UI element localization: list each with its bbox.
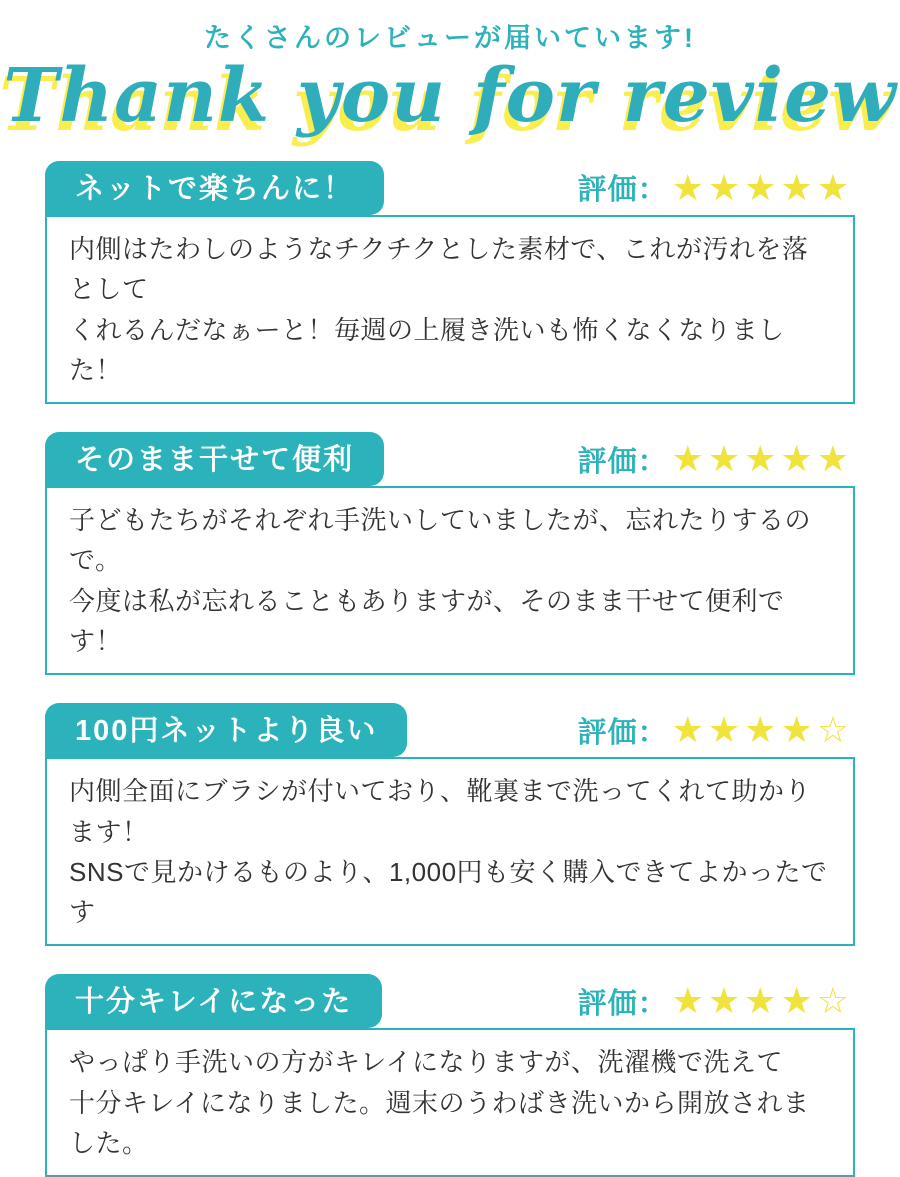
review-body [45,757,855,946]
banner-title: Thank you for review [3,53,897,139]
review-tab-label: 十分キレイになった [45,974,382,1028]
star-rating-icon: ★★★★☆ [671,709,853,751]
review-card-header [45,974,855,1028]
star-rating-icon: ★★★★★ [671,438,853,480]
banner-subtitle: たくさんのレビューが届いています! [204,23,696,53]
review-body [45,486,855,675]
review-text-line: 十分キレイになりました。週末のうわばき洗いから開放されました。 [69,1087,810,1159]
review-rating [578,167,855,208]
review-rating [578,439,855,480]
review-card-header [45,432,855,486]
review-tab-label: そのまま干せて便利 [45,432,384,486]
rating-prefix-label: 評価： [577,174,668,207]
review-card [45,161,855,404]
review-card-header [45,161,855,215]
review-text-line: くれるんだなぁーと！毎週の上履き洗いも怖くなくなりました！ [69,314,785,385]
star-rating-icon: ★★★★★ [671,166,853,208]
review-tab-label: ネットで楽ちんに！ [45,161,384,215]
review-card-header [45,703,855,757]
review-body [45,215,855,404]
review-rating [578,710,855,751]
review-text-line: 内側はたわしのようなチクチクとした素材で、これが汚れを落として [69,233,809,305]
review-card [45,432,855,675]
rating-prefix-label: 評価： [577,445,668,478]
rating-prefix-label: 評価： [577,716,668,749]
review-card [45,974,855,1177]
review-body [45,1028,855,1177]
review-card-list [45,161,855,1177]
rating-prefix-label: 評価： [577,987,668,1020]
review-card [45,703,855,946]
review-text-line: やっぱり手洗いの方がキレイになりますが、洗濯機で洗えて [69,1047,783,1078]
banner-header [0,0,900,137]
review-text-line: 今度は私が忘れることもありますが、そのまま干せて便利です！ [69,585,785,656]
review-rating [578,981,855,1022]
review-text-line: 内側全面にブラシが付いており、靴裏まで洗ってくれて助かります！ [69,776,812,847]
review-tab-label: 100円ネットより良い [45,703,407,757]
review-text-line: SNSで見かけるものより、1,000円も安く購入できてよかったです [69,856,828,928]
review-text-line: 子どもたちがそれぞれ手洗いしていましたが、忘れたりするので。 [69,505,812,576]
star-rating-icon: ★★★★☆ [671,980,853,1022]
